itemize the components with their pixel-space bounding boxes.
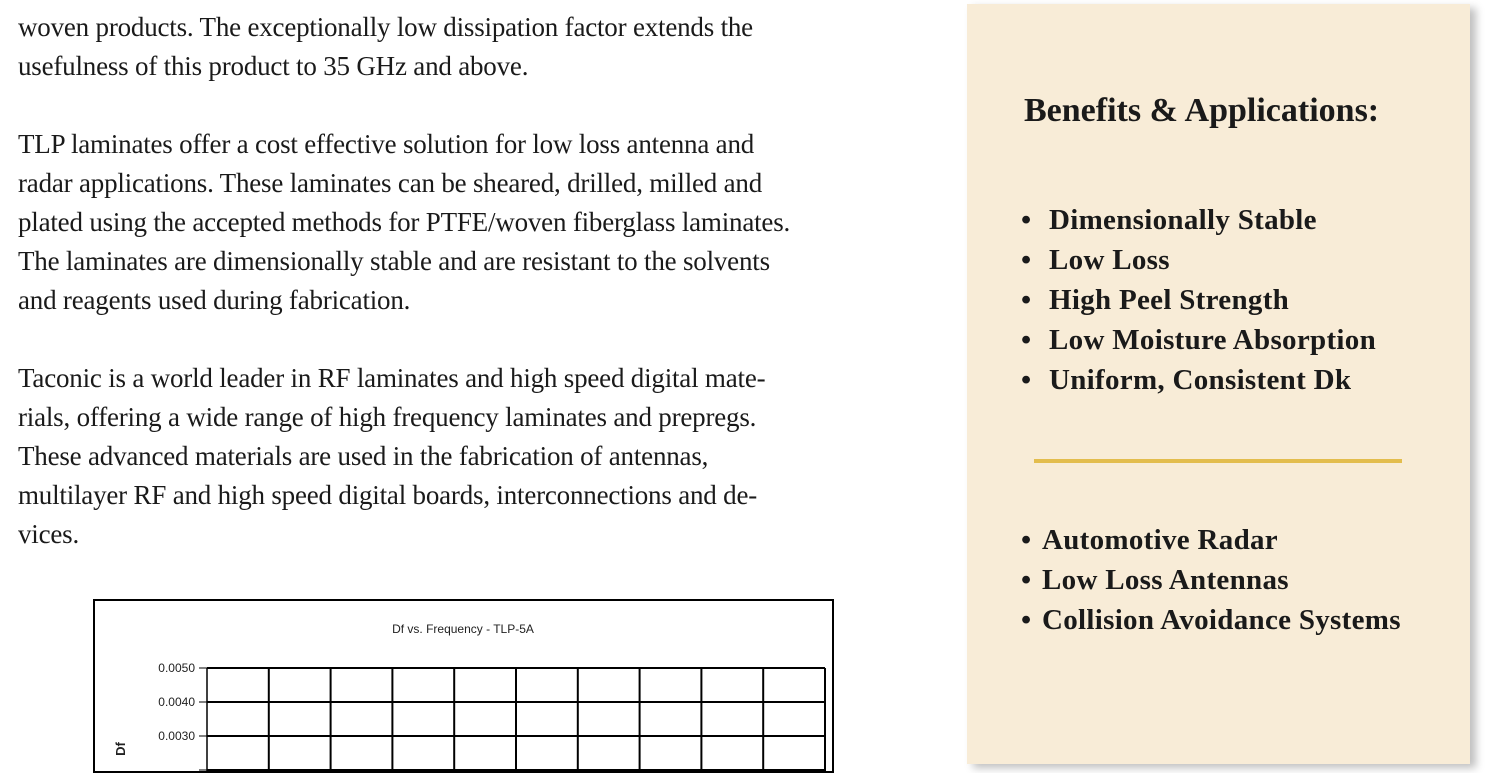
list-item — [1021, 600, 1401, 640]
plot-area — [158, 661, 825, 771]
list-item — [1021, 240, 1376, 280]
applications-list — [1021, 520, 1401, 640]
text-line: These advanced materials are used in the fabrication of antennas, — [18, 441, 709, 471]
list-item — [1021, 520, 1401, 560]
bullet-icon: • — [1021, 324, 1032, 356]
list-item-label: Collision Avoidance Systems — [1042, 604, 1401, 636]
text-line: multilayer RF and high speed digital boards, interconnections and de- — [18, 480, 758, 510]
paragraph-2 — [18, 125, 918, 320]
chart-title: Df vs. Frequency - TLP-5A — [392, 622, 534, 636]
text-line: woven products. The exceptionally low dissipation factor extends the — [18, 12, 753, 42]
benefits-sidebar — [967, 4, 1470, 764]
list-item — [1021, 280, 1376, 320]
text-line: rials, offering a wide range of high frequency laminates and prepregs. — [18, 402, 757, 432]
text-line: radar applications. These laminates can be sheared, drilled, milled and — [18, 168, 763, 198]
body-text — [18, 8, 918, 593]
benefits-list — [1021, 200, 1376, 400]
text-line: Taconic is a world leader in RF laminates and high speed digital mate- — [18, 363, 766, 393]
list-item-label: Uniform, Consistent Dk — [1049, 364, 1352, 396]
divider — [1034, 459, 1402, 463]
paragraph-1 — [18, 8, 918, 86]
bullet-icon: • — [1021, 204, 1032, 236]
bullet-icon: • — [1021, 244, 1032, 276]
sidebar-heading: Benefits & Applications: — [1024, 92, 1380, 129]
df-frequency-chart — [93, 599, 834, 773]
text-line: plated using the accepted methods for PTFE/woven fiberglass laminates. — [18, 207, 791, 237]
text-line: The laminates are dimensionally stable and are resistant to the solvents — [18, 246, 770, 276]
bullet-icon: • — [1021, 604, 1032, 636]
list-item-label: High Peel Strength — [1049, 284, 1290, 316]
list-item-label: Low Loss Antennas — [1042, 564, 1289, 596]
text-line: and reagents used during fabrication. — [18, 285, 411, 315]
text-line: usefulness of this product to 35 GHz and above. — [18, 51, 529, 81]
chart-svg — [95, 601, 832, 771]
bullet-icon: • — [1021, 284, 1032, 316]
y-tick-label: 0.0050 — [158, 661, 195, 675]
bullet-icon: • — [1021, 364, 1032, 396]
list-item-label: Dimensionally Stable — [1049, 204, 1317, 236]
list-item — [1021, 200, 1376, 240]
bullet-icon: • — [1021, 564, 1032, 596]
list-item-label: Low Loss — [1049, 244, 1170, 276]
paragraph-3 — [18, 359, 918, 554]
y-axis-label: Df — [113, 742, 128, 756]
y-tick-label: 0.0040 — [158, 695, 195, 709]
list-item — [1021, 360, 1376, 400]
y-tick-label: 0.0030 — [158, 729, 195, 743]
list-item-label: Automotive Radar — [1042, 524, 1278, 556]
bullet-icon: • — [1021, 524, 1032, 556]
text-line: vices. — [18, 519, 80, 549]
list-item-label: Low Moisture Absorption — [1049, 324, 1377, 356]
list-item — [1021, 320, 1376, 360]
list-item — [1021, 560, 1401, 600]
text-line: TLP laminates offer a cost effective solution for low loss antenna and — [18, 129, 755, 159]
